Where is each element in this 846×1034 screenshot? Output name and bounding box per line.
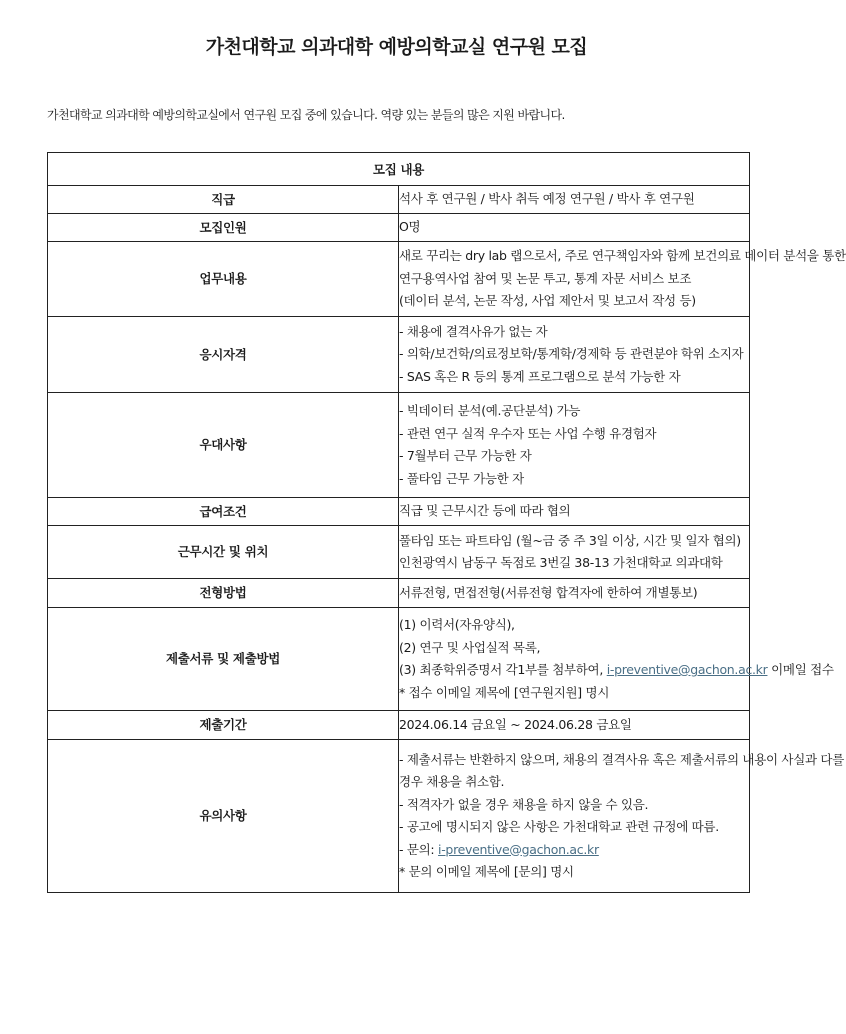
row-label-documents: 제출서류 및 제출방법: [48, 608, 399, 711]
value-line: - 제출서류는 반환하지 않으며, 채용의 결격사유 혹은 제출서류의 내용이 사실과 다를: [399, 751, 844, 767]
value-line: (데이터 분석, 논문 작성, 사업 제안서 및 보고서 작성 등): [399, 293, 696, 309]
row-label-headcount: 모집인원: [48, 214, 399, 242]
row-label-hours-location: 근무시간 및 위치: [48, 526, 399, 579]
row-label-duties: 업무내용: [48, 242, 399, 317]
value-line: [399, 839, 749, 862]
value-line: O명: [399, 219, 421, 235]
row-value-period: [399, 711, 750, 740]
value-text: - 문의:: [399, 841, 435, 857]
row-label-salary: 급여조건: [48, 498, 399, 526]
value-line: - 빅데이터 분석(예.공단분석) 가능: [399, 403, 581, 418]
row-value-notes: [399, 740, 844, 893]
value-line: - 공고에 명시되지 않은 사항은 가천대학교 관련 규정에 따름.: [399, 819, 719, 834]
row-value-hours-location: [399, 526, 750, 579]
row-label-notes: 유의사항: [48, 740, 399, 893]
row-label-period: 제출기간: [48, 711, 399, 740]
row-value-headcount: [399, 214, 750, 242]
value-line: [399, 659, 834, 682]
value-line: - 관련 연구 실적 우수자 또는 사업 수행 유경험자: [399, 425, 657, 441]
row-value-salary: [399, 498, 750, 526]
row-label-qualifications: 응시자격: [48, 317, 399, 393]
row-value-preferences: [399, 393, 750, 498]
email-link[interactable]: i-preventive@gachon.ac.kr: [438, 841, 599, 857]
table-row: [48, 498, 750, 526]
value-line: 풀타임 또는 파트타임 (월~금 중 주 3일 이상, 시간 및 일자 협의): [399, 532, 741, 548]
row-value-documents: [399, 608, 834, 711]
value-line: - 7월부터 근무 가능한 자: [399, 448, 532, 463]
row-value-duties: [399, 242, 846, 317]
value-line: (1) 이력서(자유양식),: [399, 617, 515, 632]
value-line: - 채용에 결격사유가 없는 자: [399, 323, 548, 339]
value-line: 인천광역시 남동구 독점로 3번길 38-13 가천대학교 의과대학: [399, 555, 723, 570]
table-row: [48, 711, 750, 740]
table-row: [48, 242, 750, 317]
table-row: [48, 186, 750, 214]
table-row: [48, 393, 750, 498]
recruitment-table: [47, 152, 846, 893]
value-text: 이메일 접수: [771, 662, 834, 677]
row-value-position: [399, 186, 750, 214]
table-row: [48, 740, 750, 893]
table-row: [48, 526, 750, 579]
value-line: 서류전형, 면접전형(서류전형 합격자에 한하여 개별통보): [399, 584, 698, 600]
table-header: 모집 내용: [48, 153, 750, 186]
value-line: - 적격자가 없을 경우 채용을 하지 않을 수 있음.: [399, 796, 649, 812]
table-row: [48, 317, 750, 393]
row-label-selection: 전형방법: [48, 579, 399, 608]
row-label-preferences: 우대사항: [48, 393, 399, 498]
page-title: 가천대학교 의과대학 예방의학교실 연구원 모집: [205, 36, 588, 58]
value-line: 경우 채용을 취소함.: [399, 774, 505, 789]
value-line: 석사 후 연구원 / 박사 취득 예정 연구원 / 박사 후 연구원: [399, 191, 695, 207]
value-line: 새로 꾸리는 dry lab 랩으로서, 주로 연구책임자와 함께 보건의료 데이터 분석을 통한: [399, 248, 846, 264]
value-line: - 풀타임 근무 가능한 자: [399, 470, 524, 486]
value-line: * 접수 이메일 제목에 [연구원지원] 명시: [399, 684, 610, 700]
value-text: (3) 최종학위증명서 각1부를 첨부하여,: [399, 662, 604, 677]
value-line: 연구용역사업 참여 및 논문 투고, 통계 자문 서비스 보조: [399, 270, 692, 286]
value-line: - 의학/보건학/의료정보학/통계학/경제학 등 관련분야 학위 소지자: [399, 346, 744, 362]
table-row: [48, 608, 750, 711]
row-value-qualifications: [399, 317, 750, 393]
value-line: - SAS 혹은 R 등의 통계 프로그램으로 분석 가능한 자: [399, 368, 681, 384]
email-link[interactable]: i-preventive@gachon.ac.kr: [606, 662, 768, 677]
intro-text: 가천대학교 의과대학 예방의학교실에서 연구원 모집 중에 있습니다. 역량 있는 분들의 많은 지원 바랍니다.: [47, 108, 565, 122]
value-line: 2024.06.14 금요일 ~ 2024.06.28 금요일: [399, 716, 632, 732]
row-label-position: 직급: [48, 186, 399, 214]
value-line: * 문의 이메일 제목에 [문의] 명시: [399, 864, 574, 879]
table-header-row: [48, 153, 750, 186]
table-row: [48, 214, 750, 242]
value-line: (2) 연구 및 사업실적 목록,: [399, 639, 541, 655]
row-value-selection: [399, 579, 750, 608]
table-row: [48, 579, 750, 608]
value-line: 직급 및 근무시간 등에 따라 협의: [399, 503, 571, 519]
